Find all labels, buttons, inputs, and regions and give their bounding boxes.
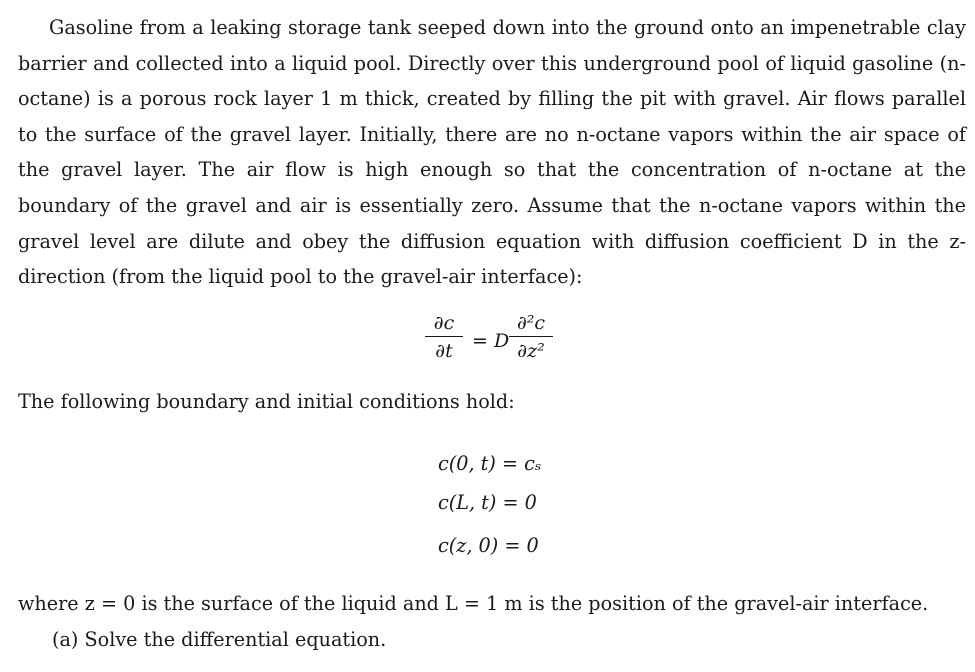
- diffusion-equation: [0, 312, 975, 372]
- boundary-condition-zL: c(L, t) = 0: [438, 491, 537, 514]
- lhs-fraction: [425, 312, 463, 362]
- equals-sign: =: [472, 330, 488, 352]
- rhs-numerator: ∂²c: [516, 312, 546, 334]
- conditions-intro: The following boundary and initial conditions hold:: [18, 390, 515, 413]
- rhs-fraction: [509, 312, 553, 362]
- diffusion-coefficient: D: [494, 330, 510, 352]
- boundary-condition-z0: c(0, t) = cₛ: [438, 452, 542, 475]
- lhs-denominator: ∂t: [435, 340, 453, 362]
- initial-condition: c(z, 0) = 0: [438, 534, 539, 557]
- problem-intro-paragraph: Gasoline from a leaking storage tank seeped down into the ground onto an impenetrable clay barrier and collected into a liquid pool. Directly over this underground pool of liquid gasoline (n-octane) is a porous rock layer 1 m thick, created by filling the pit with gravel. Air flows parallel to the surface of the gravel layer. Initially, there are no n-octane vapors within the air space of the gravel layer. The air flow is high enough so that the concentration of n-octane at the boundary of the gravel and air is essentially zero. Assume that the n-octane vapors within the gravel level are dilute and obey the diffusion equation with diffusion coefficient D in the z-direction (from the liquid pool to the gravel-air interface):: [18, 16, 966, 289]
- rhs-denominator: ∂z²: [517, 340, 545, 362]
- lhs-fraction-bar: [425, 336, 463, 337]
- rhs-fraction-bar: [509, 336, 553, 337]
- lhs-numerator: ∂c: [433, 312, 455, 334]
- where-statement: where z = 0 is the surface of the liquid and L = 1 m is the position of the gravel-air interface.: [18, 592, 929, 615]
- part-a-question: (a) Solve the differential equation.: [52, 628, 387, 651]
